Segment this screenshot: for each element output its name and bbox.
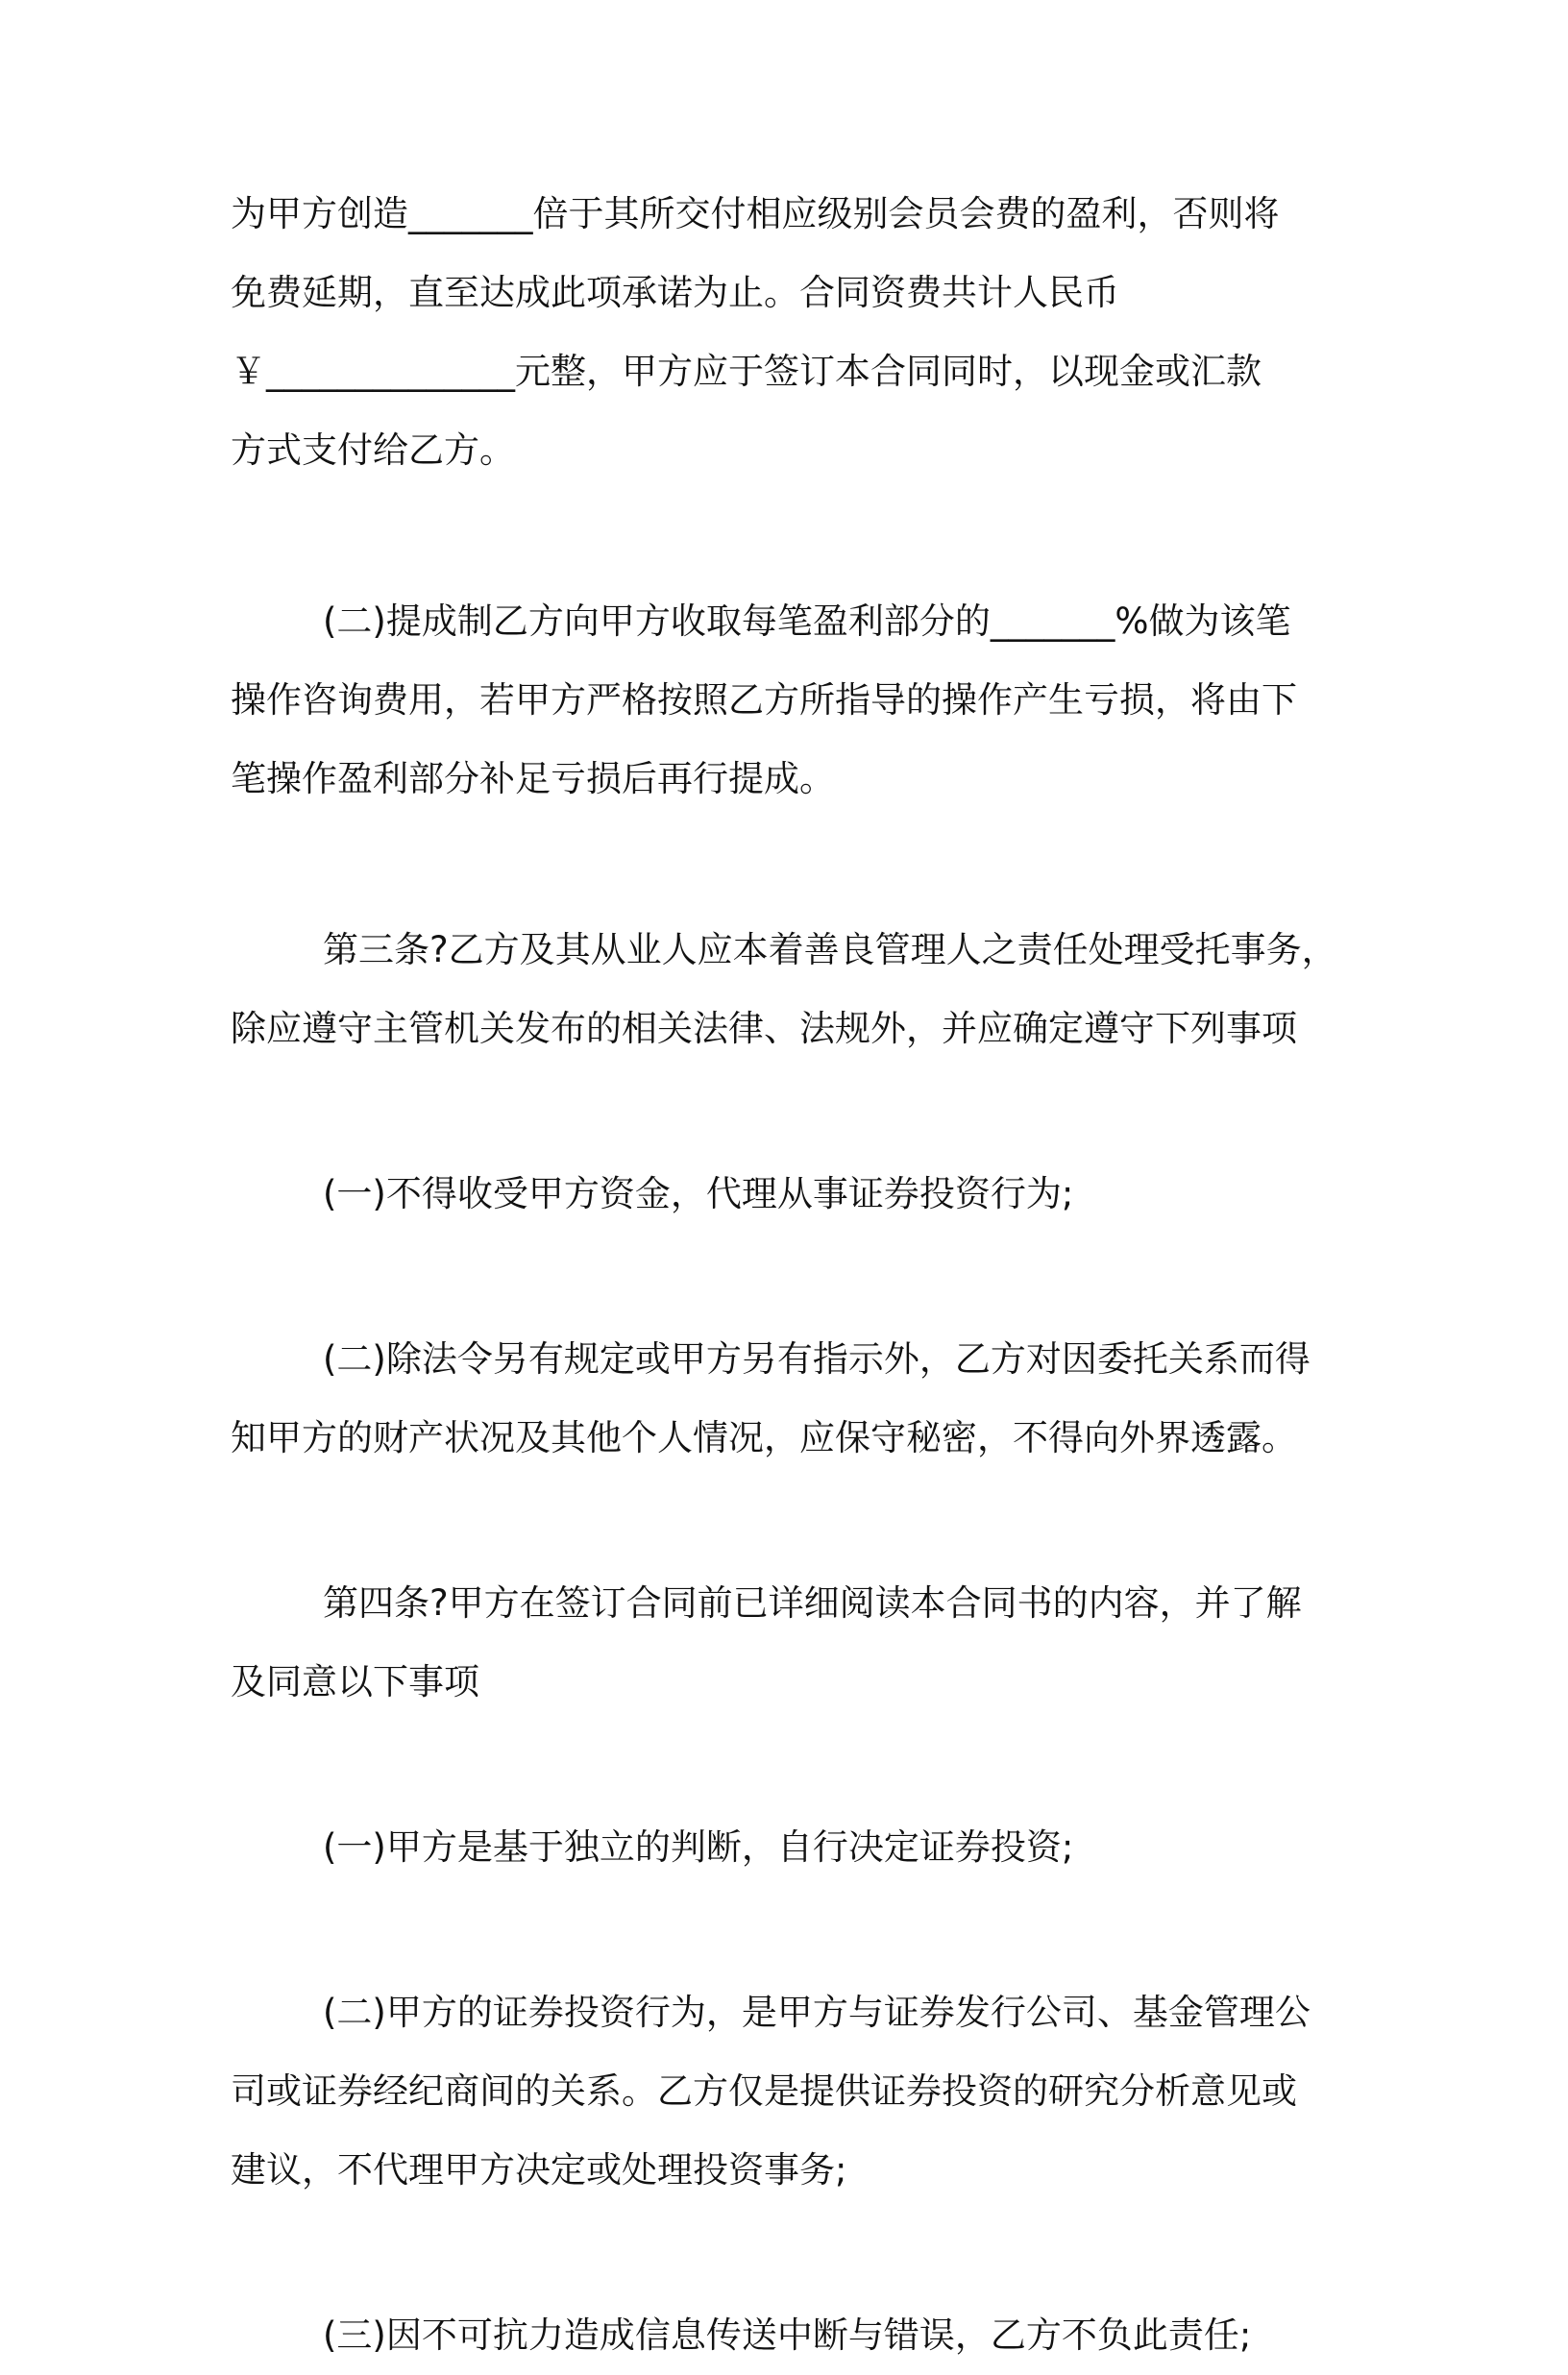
text-line: (二)甲方的证券投资行为，是甲方与证券发行公司、基金管理公 — [323, 1992, 1311, 2033]
paragraph-article-4-item-1 — [231, 1808, 1307, 1887]
paragraph-article-4-item-3 — [231, 2296, 1307, 2375]
paragraph-gap — [231, 490, 1307, 582]
text-line: 及同意以下事项 — [231, 1661, 479, 1702]
paragraph-gap — [231, 1887, 1307, 1973]
text-line: 笔操作盈利部分补足亏损后再行提成。 — [231, 758, 835, 799]
text-line: 司或证券经纪商间的关系。乙方仅是提供证券投资的研究分析意见或 — [231, 2070, 1297, 2112]
text-line: 第三条?乙方及其从业人应本着善良管理人之责任处理受托事务， — [323, 929, 1337, 970]
text-line: 知甲方的财产状况及其他个人情况，应保守秘密，不得向外界透露。 — [231, 1417, 1297, 1458]
paragraph-article-3 — [231, 911, 1337, 1068]
text-line: 方式支付给乙方。 — [231, 429, 515, 471]
paragraph-gap — [231, 1068, 1307, 1155]
paragraph-gap — [231, 1478, 1307, 1564]
text-line: (二)除法令另有规定或甲方另有指示外，乙方对因委托关系而得 — [323, 1338, 1311, 1380]
text-line: (一)甲方是基于独立的判断，自行决定证券投资; — [323, 1826, 1074, 1868]
text-line: 免费延期，直至达成此项承诺为止。合同资费共计人民币 — [231, 272, 1119, 313]
paragraph-article-4-item-2 — [231, 1973, 1311, 2210]
paragraph-article-3-item-1 — [231, 1155, 1307, 1234]
text-line: 操作咨询费用，若甲方严格按照乙方所指导的操作产生亏损，将由下 — [231, 679, 1297, 721]
text-line: ￥______________元整，甲方应于签订本合同同时，以现金或汇款 — [231, 351, 1262, 392]
document-body — [231, 175, 1337, 2375]
text-line: (二)提成制乙方向甲方收取每笔盈利部分的_______%做为该笔 — [323, 600, 1291, 642]
paragraph-gap — [231, 819, 1307, 911]
text-line: (三)因不可抗力造成信息传送中断与错误，乙方不负此责任; — [323, 2314, 1252, 2356]
paragraph-article-4 — [231, 1564, 1307, 1722]
paragraph-article-3-item-2 — [231, 1320, 1311, 1478]
paragraph-payment-terms — [231, 175, 1307, 490]
paragraph-gap — [231, 1234, 1307, 1320]
paragraph-gap — [231, 2210, 1307, 2296]
text-line: 除应遵守主管机关发布的相关法律、法规外，并应确定遵守下列事项 — [231, 1008, 1297, 1049]
paragraph-gap — [231, 1722, 1307, 1808]
text-line: 第四条?甲方在签订合同前已详细阅读本合同书的内容，并了解 — [323, 1582, 1302, 1624]
paragraph-commission — [231, 582, 1307, 819]
text-line: (一)不得收受甲方资金，代理从事证券投资行为; — [323, 1173, 1074, 1214]
text-line: 建议，不代理甲方决定或处理投资事务; — [231, 2149, 847, 2191]
text-line: 为甲方创造_______倍于其所交付相应级别会员会费的盈利，否则将 — [231, 193, 1280, 234]
